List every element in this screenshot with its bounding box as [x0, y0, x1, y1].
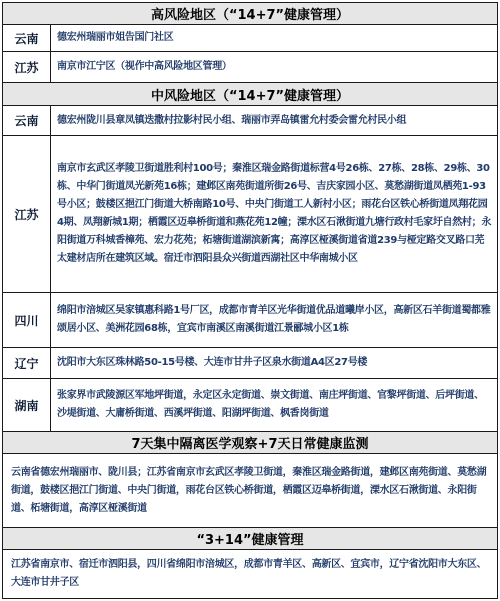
health-management-title: “3+14”健康管理: [196, 533, 304, 548]
medium-risk-row-hunan: [3, 379, 497, 432]
area-list: 德宏州陇川县章凤镇迭撒村拉影村民小组、瑞丽市弄岛镇雷允村委会雷允村民小组: [57, 114, 407, 126]
medium-risk-row-yunnan: [3, 106, 497, 136]
province-label: 江苏: [3, 136, 51, 292]
area-list: 南京市玄武区孝陵卫街道胜利村100号；秦淮区瑞金路街道标营4号26栋、27栋、28栋、29栋、30栋、中华门街道凤光新苑16栋；建邺区南苑街道所街26号、吉庆家园小区、莫愁湖街道凤栖苑1-93号小区；鼓楼区挹江门街道大桥南路10号、中央门街道工人新村小区；雨花台区铁心桥街道凤翔花园4期、凤翔新城1期；栖霞区迈皋桥街道和燕花苑12幢；溧水区石湫街道九塘行政村毛家圩自然村；永阳街道万科城香樟苑、宏力花苑；柘塘街道湖滨新寓；高淳区桠溪街道省道239与桠定路交叉路口芜太建材店所在建筑区域。宿迁市泗阳县众兴街道西湖社区中华南城小区: [57, 163, 492, 264]
area-list: 南京市江宁区（视作中高风险地区管理）: [57, 61, 232, 72]
high-risk-row-jiangsu: [3, 52, 497, 83]
medium-risk-row-jiangsu: [3, 136, 497, 293]
province-label: 江苏: [3, 52, 51, 82]
high-risk-title: 高风险地区（“14+7”健康管理）: [150, 8, 350, 23]
high-risk-row-yunnan: [3, 25, 497, 52]
risk-area-table: [2, 2, 498, 599]
observation-header: [3, 432, 497, 454]
medium-risk-header: [3, 83, 497, 106]
medium-risk-row-liaoning: [3, 348, 497, 379]
medium-risk-row-sichuan: [3, 293, 497, 348]
area-list: 张家界市武陵源区军地坪街道，永定区永定街道、崇文街道、南庄坪街道、官黎坪街道、后坪街道、沙堤街道、大庸桥街道、西溪坪街道、阳湖坪街道、枫香岗街道: [57, 390, 484, 419]
area-list: 江苏省南京市、宿迁市泗阳县，四川省绵阳市涪城区，成都市青羊区、高新区、宜宾市，辽宁省沈阳市大东区、大连市甘井子区: [11, 559, 487, 588]
observation-title: 7天集中隔离医学观察+7天日常健康监测: [131, 437, 369, 452]
province-label: 四川: [3, 293, 51, 347]
area-list: 绵阳市涪城区吴家镇惠科路1号厂区，成都市青羊区光华街道优品道曦岸小区，高新区石羊街道蜀都雅颂居小区、美洲花园68栋，宜宾市南溪区南溪街道江景郦城小区1栋: [57, 305, 491, 334]
province-label: 湖南: [3, 379, 51, 431]
area-list: 沈阳市大东区珠林路50-15号楼、大连市甘井子区泉水街道A4区27号楼: [57, 357, 368, 368]
high-risk-header: [3, 3, 497, 25]
province-label: 云南: [3, 106, 51, 135]
observation-row: [3, 454, 497, 528]
medium-risk-title: 中风险地区（“14+7”健康管理）: [150, 88, 350, 104]
area-list: 云南省德宏州瑞丽市、陇川县；江苏省南京市玄武区孝陵卫街道，秦淮区瑞金路街道，建邺区南苑街道、莫愁湖街道，鼓楼区挹江门街道、中央门街道，雨花台区铁心桥街道，栖霞区迈皋桥街道，溧水区石湫街道、永阳街道、柘塘街道，高淳区桠溪街道: [11, 466, 487, 514]
health-management-header: [3, 528, 497, 550]
province-label: 云南: [3, 25, 51, 51]
health-management-row: [3, 550, 497, 598]
area-list: 德宏州瑞丽市姐告国门社区: [57, 32, 174, 43]
province-label: 辽宁: [3, 348, 51, 378]
